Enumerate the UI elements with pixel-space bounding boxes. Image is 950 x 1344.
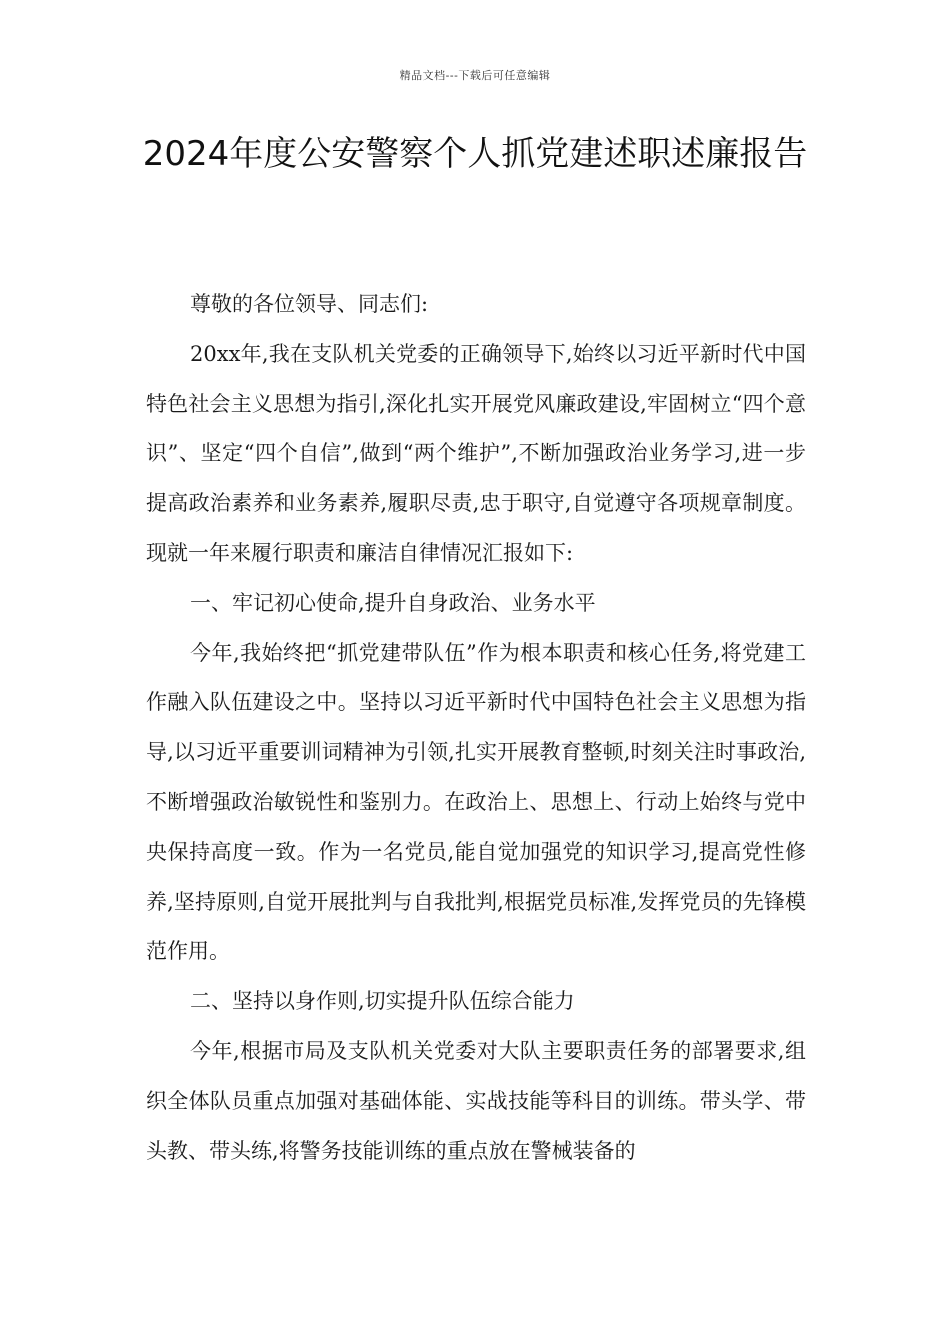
section-heading-2: 二、坚持以身作则,切实提升队伍综合能力 [190,989,575,1014]
header-note: 精品文档---下载后可任意编辑 [399,69,551,82]
document-title: 2024年度公安警察个人抓党建述职述廉报告 [142,134,808,174]
section-1-paragraph: 今年,我始终把“抓党建带队伍”作为根本职责和核心任务,将党建工作融入队伍建设之中。坚持以习近平新时代中国特色社会主义思想为指导,以习近平重要训词精神为引领,扎实开展教育整顿,时刻关注时事政治,不断增强政治敏锐性和鉴别力。在政治上、思想上、行动上始终与党中央保持高度一致。作为一名党员,能自觉加强党的知识学习,提高党性修养,坚持原则,自觉开展批判与自我批判,根据党员标准,发挥党员的先锋模范作用。 [146,640,806,964]
section-2-paragraph: 今年,根据市局及支队机关党委对大队主要职责任务的部署要求,组织全体队员重点加强对基础体能、实战技能等科目的训练。带头学、带头教、带头练,将警务技能训练的重点放在警械装备的 [146,1038,806,1163]
section-heading-1: 一、牢记初心使命,提升自身政治、业务水平 [190,590,596,615]
document-body [146,280,806,1176]
salutation-paragraph: 尊敬的各位领导、同志们: [190,292,429,316]
intro-paragraph: 20xx年,我在支队机关党委的正确领导下,始终以习近平新时代中国特色社会主义思想为指引,深化扎实开展党风廉政建设,牢固树立“四个意识”、坚定“四个自信”,做到“两个维护”,不断加强政治业务学习,进一步提高政治素养和业务素养,履职尽责,忠于职守,自觉遵守各项规章制度。现就一年来履行职责和廉洁自律情况汇报如下: [146,341,806,565]
